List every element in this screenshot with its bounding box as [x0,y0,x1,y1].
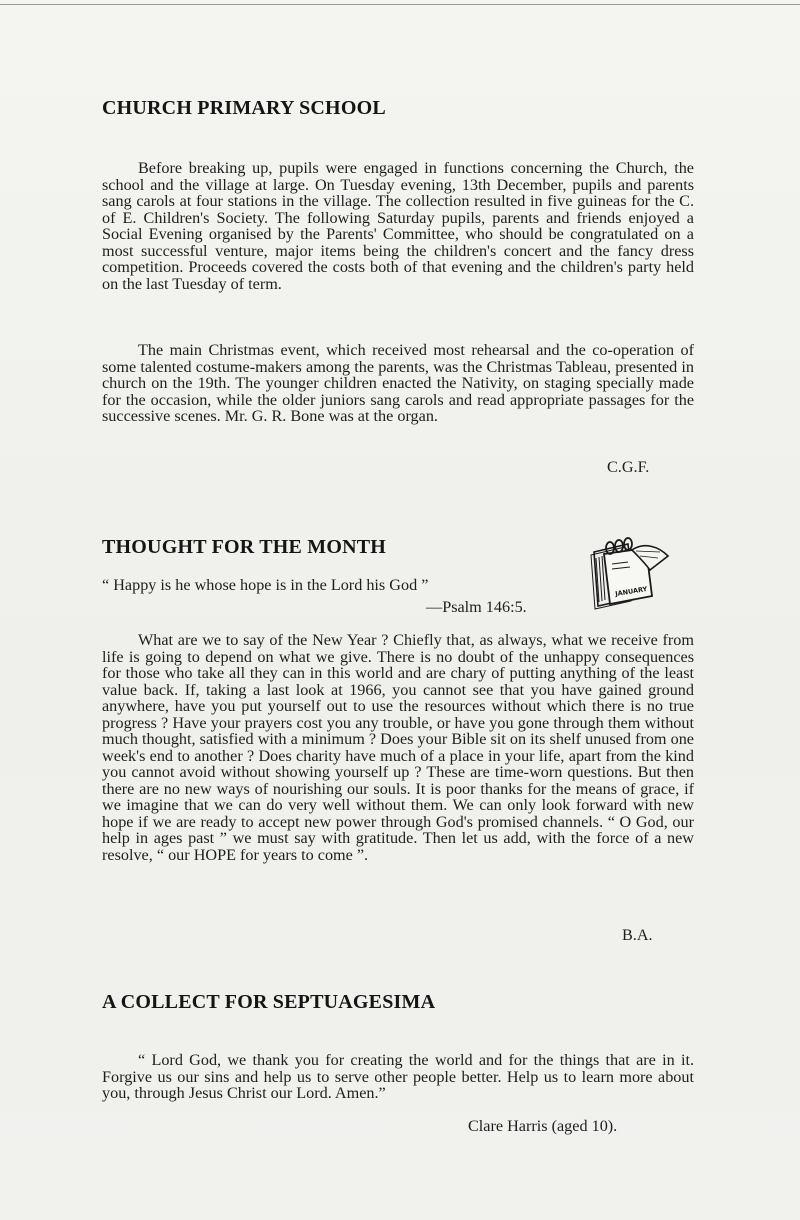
calendar-icon [588,536,672,610]
collect-signature: Clare Harris (aged 10). [468,1117,618,1135]
church-primary-school-heading: CHURCH PRIMARY SCHOOL [102,97,386,119]
thought-paragraph: What are we to say of the New Year ? Chiefly that, as always, what we receive from life is going to depend on what we give. There is no doubt of the unhappy consequences for those who take all they can in this world and are chary of putting anything of the least value back. If, taking a last look at 1966, you cannot see that you have gained ground anywhere, have you put yourself out to use the resources without which there is no true progress ? Have your prayers cost you any trouble, or have you gone through them without much thought, satisfied with a minimum ? Does your Bible sit on its shelf unused from one week's end to another ? Does charity have much of a place in your life, apart from the kind you cannot avoid without showing yourself up ? These are time-worn questions. But then there are no new ways of nourishing our souls. It is poor thanks for the means of grace, if we imagine that we can do very well without them. We can only look forward with new hope if we are ready to accept new power through God's promised channels. “ O God, our help in ages past ” we must say with gratitude. Then let us add, with the force of a new resolve, “ our HOPE for years to come ”. [102,631,694,864]
top-rule [0,4,800,5]
psalm-quote: “ Happy is he whose hope is in the Lord his God ” [102,576,429,594]
calendar-label: JANUARY [614,585,648,598]
thought-signature: B.A. [622,926,653,944]
school-paragraph-2: The main Christmas event, which received most rehearsal and the co-operation of some talented costume-makers among the parents, was the Christmas Tableau, presented in church on the 19th. The younger children enacted the Nativity, on staging specially made for the occasion, while the older juniors sang carols and read appropriate passages for the successive scenes. Mr. G. R. Bone was at the organ. [102,341,694,425]
psalm-citation: —Psalm 146:5. [426,598,527,616]
collect-heading: A COLLECT FOR SEPTUAGESIMA [102,991,436,1013]
school-signature: C.G.F. [607,458,650,476]
collect-paragraph: “ Lord God, we thank you for creating the world and for the things that are in it. Forgive us our sins and help us to serve other people better. Help us to learn more about you, through Jesus Christ our Lord. Amen.” [102,1051,694,1102]
thought-for-the-month-heading: THOUGHT FOR THE MONTH [102,536,387,558]
school-paragraph-1: Before breaking up, pupils were engaged in functions concerning the Church, the school and the village at large. On Tuesday evening, 13th December, pupils and parents sang carols at four stations in the village. The collection resulted in five guineas for the C. of E. Children's Society. The following Saturday pupils, parents and friends enjoyed a Social Evening organised by the Parents' Committee, who should be congratulated on a most successful venture, major items being the children's concert and the fancy dress competition. Proceeds covered the costs both of that evening and the children's party held on the last Tuesday of term. [102,159,694,293]
